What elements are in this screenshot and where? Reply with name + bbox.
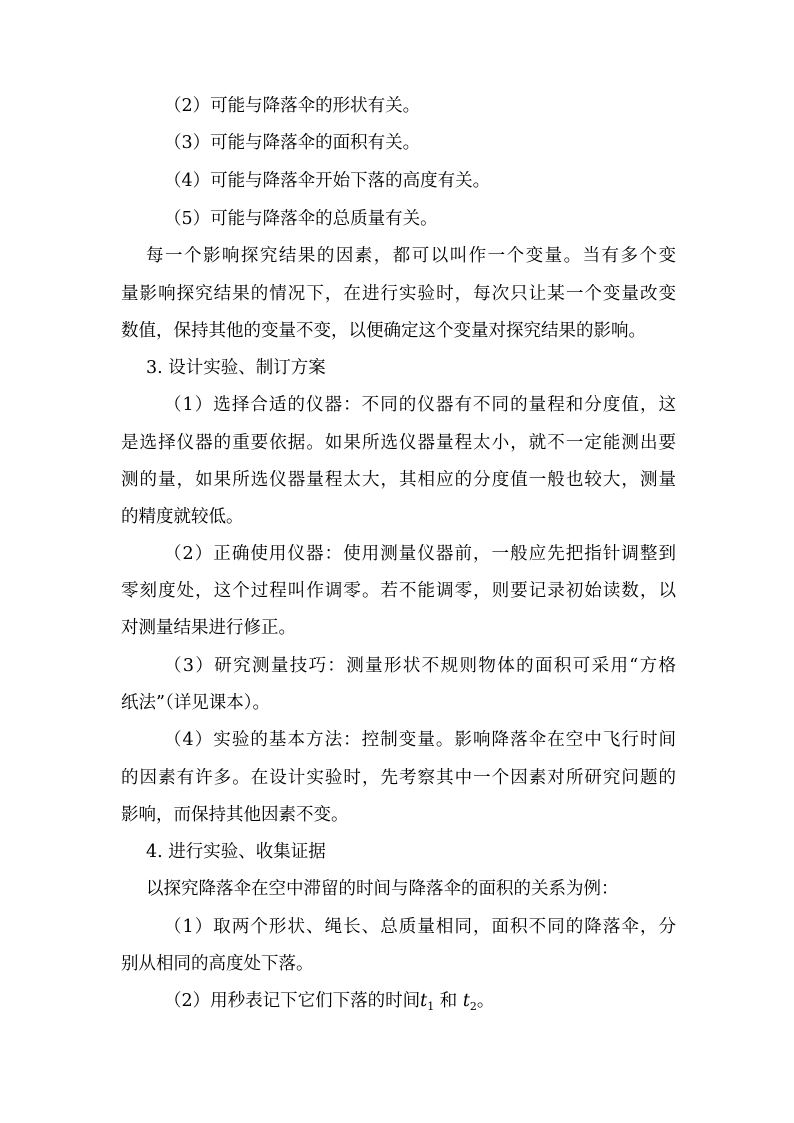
paragraph-line: 的精度就较低。 — [121, 507, 244, 527]
variable-t1: t — [420, 991, 428, 1011]
paragraph-line: （3）研究测量技巧：测量形状不规则物体的面积可采用“方格 — [164, 656, 676, 676]
paragraph-line: 每一个影响探究结果的因素，都可以叫作一个变量。当有多个变 — [146, 246, 676, 266]
paragraph-line: （1）选择合适的仪器：不同的仪器有不同的量程和分度值，这 — [164, 395, 676, 415]
paragraph-line: 以探究降落伞在空中滞留的时间与降落伞的面积的关系为例： — [146, 879, 619, 899]
paragraph-line: 零刻度处，这个过程叫作调零。若不能调零，则要记录初始读数，以 — [121, 581, 676, 601]
paragraph-line: 对测量结果进行修正。 — [121, 618, 296, 638]
hypothesis-4: （4）可能与降落伞开始下落的高度有关。 — [164, 171, 491, 191]
paragraph-line: 量影响探究结果的情况下，在进行实验时，每次只让某一个变量改变 — [121, 284, 676, 304]
period-text: 。 — [476, 991, 495, 1011]
hypothesis-2: （2）可能与降落伞的形状有关。 — [164, 96, 421, 116]
paragraph-line: 别从相同的高度处下落。 — [121, 954, 314, 974]
subscript-1: 1 — [427, 1000, 435, 1013]
hypothesis-3: （3）可能与降落伞的面积有关。 — [164, 133, 421, 153]
section-heading-3: 3. 设计实验、制订方案 — [146, 358, 326, 378]
step-2-line — [164, 990, 494, 1018]
paragraph-line: （4）实验的基本方法：控制变量。影响降落伞在空中飞行时间 — [164, 730, 676, 750]
hypothesis-5: （5）可能与降落伞的总质量有关。 — [164, 209, 438, 229]
paragraph-line: 测的量，如果所选仪器量程太大，其相应的分度值一般也较大，测量 — [121, 470, 676, 490]
paragraph-line: （2）正确使用仪器：使用测量仪器前，一般应先把指针调整到 — [164, 544, 676, 564]
subscript-2: 2 — [469, 1000, 477, 1013]
variable-t2: t — [462, 991, 470, 1011]
conjunction-text: 和 — [434, 991, 463, 1011]
paragraph-line: 的因素有许多。在设计实验时，先考察其中一个因素对所研究问题的 — [121, 768, 676, 788]
paragraph-line: 数值，保持其他的变量不变，以便确定这个变量对探究结果的影响。 — [121, 321, 646, 341]
paragraph-line: 是选择仪器的重要依据。如果所选仪器量程太小，就不一定能测出要 — [121, 433, 676, 453]
paragraph-line: （1）取两个形状、绳长、总质量相同，面积不同的降落伞，分 — [164, 917, 676, 937]
paragraph-line: 纸法”（详见课本）。 — [121, 693, 270, 713]
step-2-text: （2）用秒表记下它们下落的时间 — [164, 991, 421, 1011]
paragraph-line: 影响，而保持其他因素不变。 — [121, 805, 349, 825]
section-heading-4: 4. 进行实验、收集证据 — [146, 842, 326, 862]
